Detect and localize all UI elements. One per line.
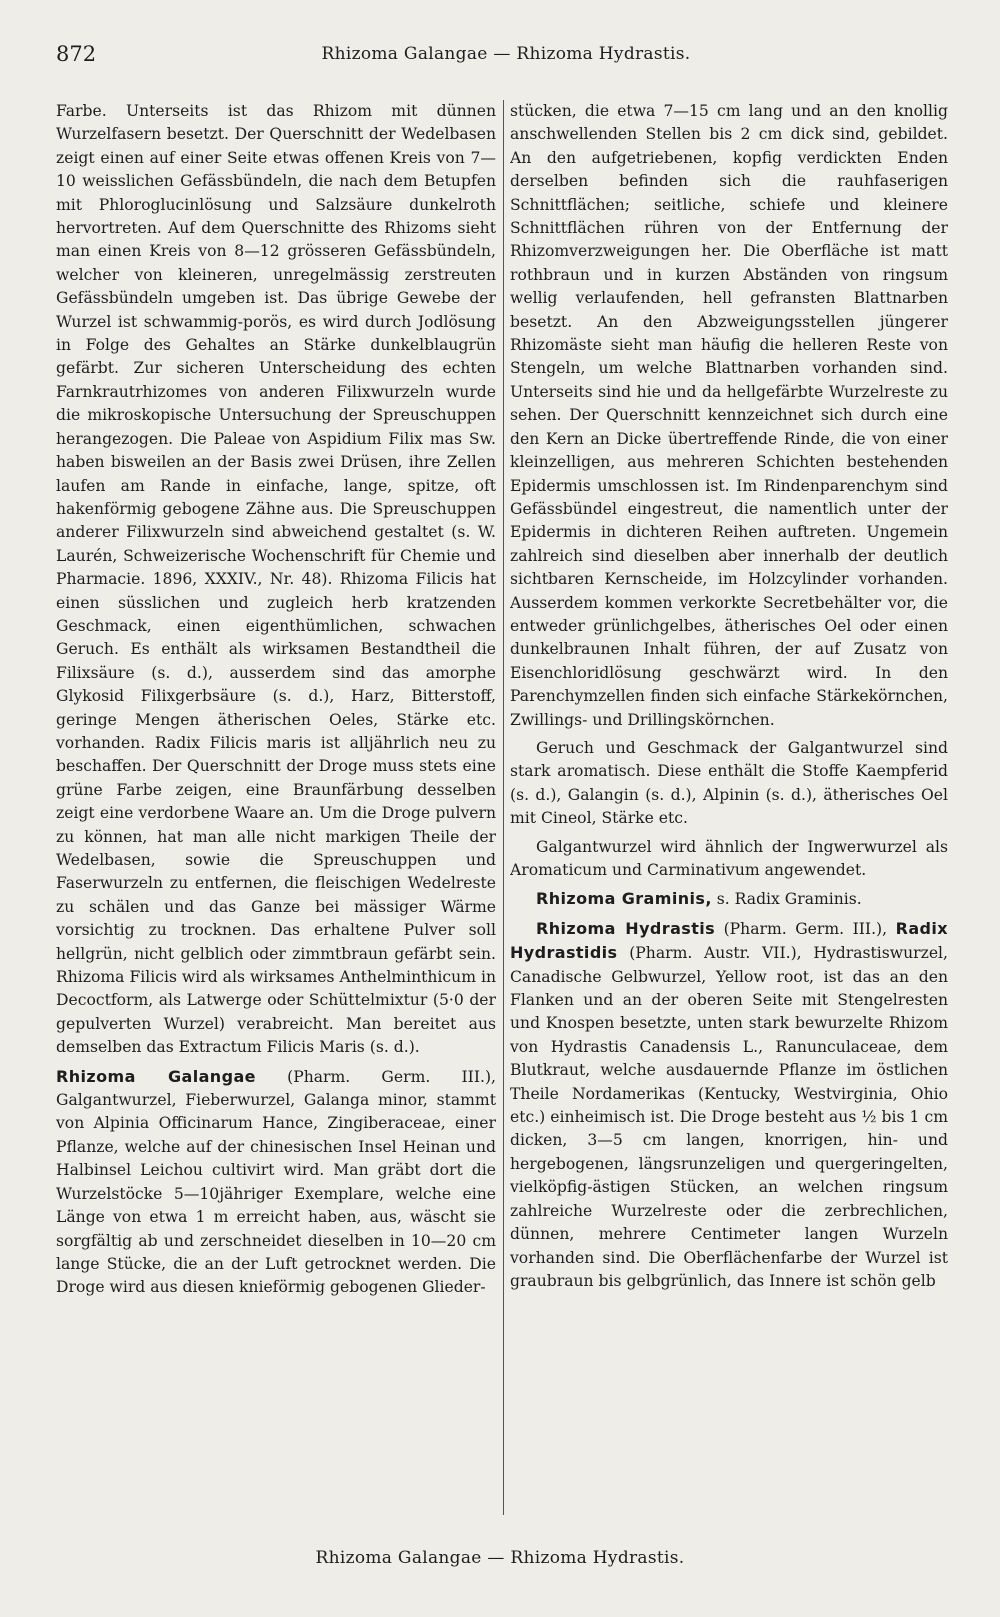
entry-text: s. Radix Graminis. <box>711 890 862 909</box>
entry-rhizoma-hydrastis <box>510 917 948 1294</box>
left-column <box>56 100 496 1515</box>
entry-headword: Rhizoma Hydrastis <box>536 918 716 938</box>
page-footer: Rhizoma Galangae — Rhizoma Hydrastis. <box>315 1548 685 1568</box>
paragraph-galangae-use: Galgantwurzel wird ähnlich der Ingwerwurzel als Aromaticum und Carminativum angewendet. <box>510 837 948 879</box>
entry-rhizoma-galangae <box>56 1065 496 1300</box>
entry-text: (Pharm. Austr. VII.), Hydrastiswurzel, Canadische Gelbwurzel, Yellow root, ist das an den Flanken und an der oberen Seite mit Stengelresten und Knospen besetzte, unten stark bewurzelte Rhizom von Hydrastis Canadensis L., Ranunculaceae, dem Blutkraut, welche ausdauernde Pflanze im östlichen Theile Nordamerikas (Kentucky, Westvirginia, Ohio etc.) einheimisch ist. Die Droge besteht aus ½ bis 1 cm dicken, 3—5 cm langen, knorrigen, hin- und hergebogenen, längsrunzeligen und quergeringelten, vielköpfig-ästigen Stücken, an welchen ringsum zahlreiche Wurzelreste oder die zerbrechlichen, dünnen, mehrere Centimeter langen Wurzeln vorhanden sind. Die Oberflächenfarbe der Wurzel ist graubraun bis gelbgrünlich, das Innere ist schön gelb <box>510 944 948 1290</box>
entry-text: (Pharm. Germ. III.), <box>715 919 896 938</box>
entry-headword: Rhizoma Galangae <box>56 1066 256 1086</box>
paragraph-galangae-smell: Geruch und Geschmack der Galgantwurzel sind stark aromatisch. Diese enthält die Stoffe Kaempferid (s. d.), Galangin (s. d.), Alpinin (s. d.), ätherisches Oel mit Cineol, Stärke etc. <box>510 738 948 828</box>
entry-headword-alt: Radix Hydrastidis <box>510 918 948 963</box>
entry-headword: Rhizoma Graminis, <box>536 889 712 909</box>
page-number: 872 <box>56 42 97 66</box>
running-head: Rhizoma Galangae — Rhizoma Hydrastis. <box>321 44 691 64</box>
entry-rhizoma-graminis <box>510 887 948 911</box>
entry-text: (Pharm. Germ. III.), Galgantwurzel, Fieberwurzel, Galanga minor, stammt von Alpinia Officinarum Hance, Zingiberaceae, einer Pflanze, welche auf der chinesischen Insel Heinan und Halbinsel Leichou cultivirt wird. Man gräbt dort die Wurzelstöcke 5—10jähriger Exemplare, welche eine Länge von etwa 1 m erreicht haben, aus, wäscht sie sorgfältig ab und zerschneidet dieselben in 10—20 cm lange Stücke, die an der Luft getrocknet werden. Die Droge wird aus diesen knieförmig gebogenen Glieder- <box>56 1067 496 1297</box>
column-divider <box>503 100 504 1515</box>
paragraph-filicis-continued: Farbe. Unterseits ist das Rhizom mit dünnen Wurzelfasern besetzt. Der Querschnitt der Wedelbasen zeigt einen auf einer Seite etwas offenen Kreis von 7—10 weisslichen Gefässbündeln, die nach dem Betupfen mit Phloroglucinlösung und Salzsäure dunkelroth hervortreten. Auf dem Querschnitte des Rhizoms sieht man einen Kreis von 8—12 grösseren Gefässbündeln, welcher von kleineren, unregelmässig zerstreuten Gefässbündeln umgeben ist. Das übrige Gewebe der Wurzel ist schwammig-porös, es wird durch Jodlösung in Folge des Gehaltes an Stärke dunkelblaugrün gefärbt. Zur sicheren Unterscheidung des echten Farnkrautrhizomes von anderen Filixwurzeln wurde die mikroskopische Untersuchung der Spreuschuppen herangezogen. Die Paleae von Aspidium Filix mas Sw. haben bisweilen an der Basis zwei Drüsen, ihre Zellen laufen am Rande in einfache, lange, spitze, oft hakenförmig gebogene Zähne aus. Die Spreuschuppen anderer Filixwurzeln sind abweichend gestaltet (s. W. Laurén, Schweizerische Wochenschrift für Chemie und Pharmacie. 1896, XXXIV., Nr. 48). Rhizoma Filicis hat einen süsslichen und zugleich herb kratzenden Geschmack, einen eigenthümlichen, schwachen Geruch. Es enthält als wirksamen Bestandtheil die Filixsäure (s. d.), ausserdem sind das amorphe Glykosid Filixgerbsäure (s. d.), Harz, Bitterstoff, geringe Mengen ätherischen Oeles, Stärke etc. vorhanden. Radix Filicis maris ist alljährlich neu zu beschaffen. Der Querschnitt der Droge muss stets eine grüne Farbe zeigen, eine Braunfärbung desselben zeigt eine verdorbene Waare an. Um die Droge pulvern zu können, hat man alle nicht markigen Theile der Wedelbasen, sowie die Spreuschuppen und Faserwurzeln zu entfernen, die fleischigen Wedelreste zu schälen und das Ganze bei mässiger Wärme vorsichtig zu trocknen. Das erhaltene Pulver soll hellgrün, nicht gelblich oder zimmtbraun gefärbt sein. Rhizoma Filicis wird als wirksames Anthelminthicum in Decoctform, als Latwerge oder Schüttelmixtur (5·0 der gepulverten Wurzel) verabreicht. Man bereitet aus demselben das Extractum Filicis Maris (s. d.). <box>56 102 496 1057</box>
paragraph-galangae-continued: stücken, die etwa 7—15 cm lang und an den knollig anschwellenden Stellen bis 2 cm dick sind, gebildet. An den aufgetriebenen, kopfig verdickten Enden derselben befinden sich die rauhfaserigen Schnittflächen; seitliche, schiefe und kleinere Schnittflächen rühren von der Entfernung der Rhizomverzweigungen her. Die Oberfläche ist matt rothbraun und in kurzen Abständen von ringsum wellig verlaufenden, hell gefransten Blattnarben besetzt. An den Abzweigungsstellen jüngerer Rhizomäste sieht man häufig die helleren Reste von Stengeln, um welche Blattnarben vorhanden sind. Unterseits sind hie und da hellgefärbte Wurzelreste zu sehen. Der Querschnitt kennzeichnet sich durch eine den Kern an Dicke übertreffende Rinde, die von einer kleinzelligen, aus mehreren Schichten bestehenden Epidermis umschlossen ist. Im Rindenparenchym sind Gefässbündel eingestreut, die namentlich unter der Epidermis in dichteren Reihen auftreten. Ungemein zahlreich sind dieselben aber innerhalb der deutlich sichtbaren Kernscheide, im Holzcylinder vorhanden. Ausserdem kommen verkorkte Secretbehälter vor, die entweder grünlichgelbes, ätherisches Oel oder einen dunkelbraunen Inhalt führen, der auf Zusatz von Eisenchloridlösung geschwärzt wird. In den Parenchymzellen finden sich einfache Stärkekörnchen, Zwillings- und Drillingskörnchen. <box>510 102 948 729</box>
right-column <box>510 100 948 1515</box>
page-header <box>56 42 956 72</box>
